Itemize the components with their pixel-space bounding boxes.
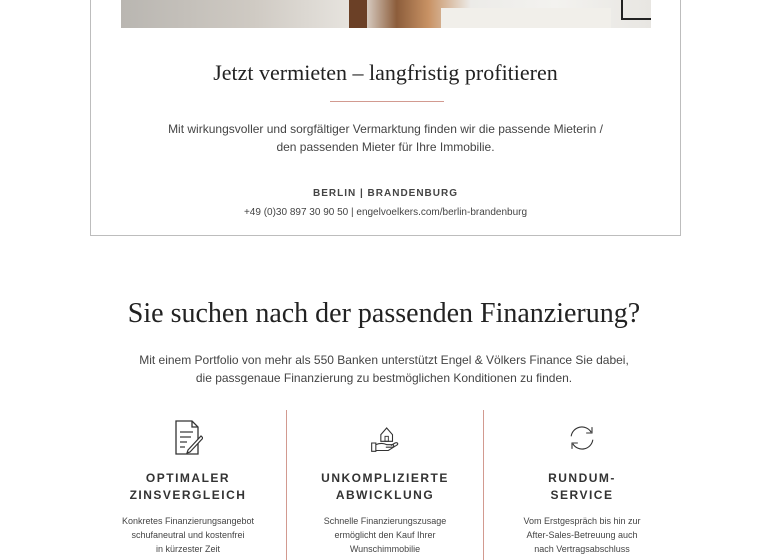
card-description-line2: den passenden Mieter für Ihre Immobilie. [276, 140, 495, 154]
card-region: BERLIN | BRANDENBURG [312, 188, 459, 199]
document-pen-icon [173, 420, 203, 456]
refresh-cycle-icon [567, 420, 597, 456]
card-description [151, 120, 620, 156]
financing-title: Sie suchen nach der passenden Finanzierung? [127, 298, 641, 329]
financing-description-line2: die passgenaue Finanzierung zu bestmöglichen Konditionen zu finden. [195, 371, 573, 385]
feature-title: RUNDUM- SERVICE [548, 471, 616, 502]
feature-full-service [484, 410, 680, 560]
feature-description: Vom Erstgespräch bis hin zur After-Sales-Betreuung auch nach Vertragsabschluss [523, 516, 641, 554]
feature-description: Konkretes Finanzierungsangebot schufaneutral und kostenfrei in kürzester Zeit [121, 516, 255, 554]
feature-description: Schnelle Finanzierungszusage ermöglicht den Kauf Ihrer Wunschimmobilie [323, 516, 447, 554]
house-hand-icon [370, 420, 400, 456]
rental-promo-card [90, 0, 681, 236]
financing-description-line1: Mit einem Portfolio von mehr als 550 Banken unterstützt Engel & Völkers Finance Sie dabei, [139, 353, 629, 367]
card-description-line1: Mit wirkungsvoller und sorgfältiger Vermarktung finden wir die passende Mieterin / [168, 122, 603, 136]
financing-features [90, 410, 680, 560]
interior-photo [121, 0, 651, 28]
card-title: Jetzt vermieten – langfristig profitieren [213, 60, 558, 85]
feature-easy-processing [287, 410, 483, 560]
feature-rate-comparison [90, 410, 286, 560]
feature-title: OPTIMALER ZINSVERGLEICH [129, 471, 247, 502]
card-contact-link[interactable]: +49 (0)30 897 30 90 50 | engelvoelkers.com/berlin-brandenburg [243, 207, 528, 218]
card-divider [330, 101, 444, 102]
financing-description [100, 351, 668, 387]
feature-title: UNKOMPLIZIERTE ABWICKLUNG [321, 471, 449, 502]
